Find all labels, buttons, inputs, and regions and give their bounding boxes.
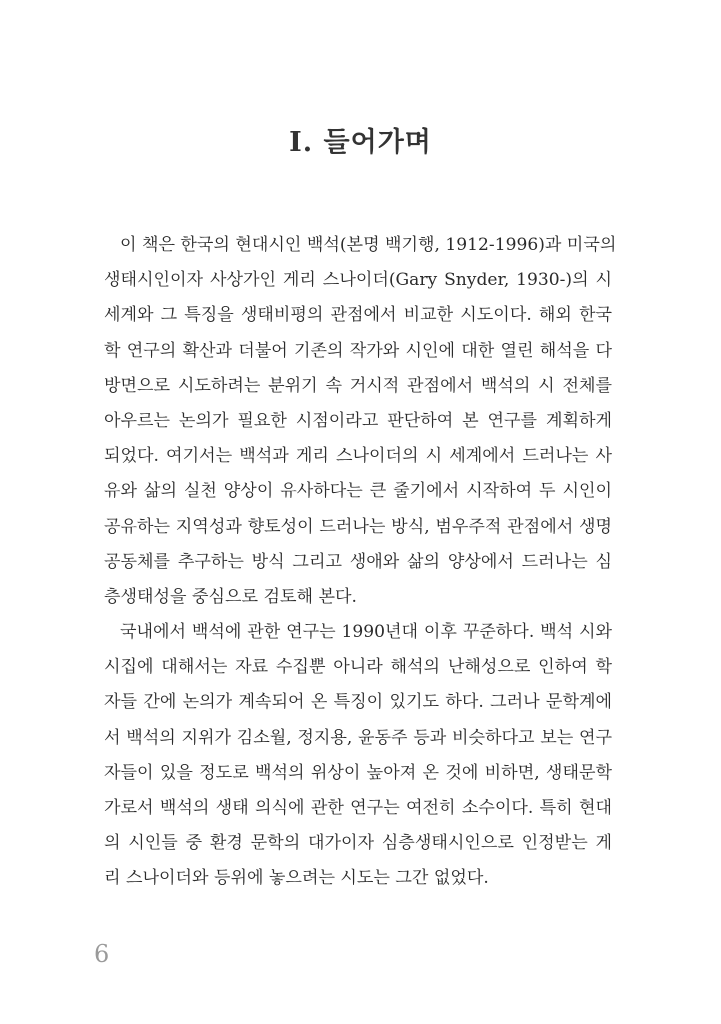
paragraph-2-line-2: 시집에 대해서는 자료 수집뿐 아니라 해석의 난해성으로 인하여 학	[104, 657, 612, 678]
paragraph-2-line-3: 자들 간에 논의가 계속되어 온 특징이 있기도 하다. 그러나 문학계에	[104, 692, 612, 713]
paragraph-1-line-11: 층생태성을 중심으로 검토해 본다.	[104, 586, 357, 607]
body-text	[104, 228, 617, 897]
paragraph-1-line-3: 세계와 그 특징을 생태비평의 관점에서 비교한 시도이다. 해외 한국	[104, 305, 612, 326]
paragraph-2-line-4: 서 백석의 지위가 김소월, 정지용, 윤동주 등과 비슷하다고 보는 연구	[104, 727, 612, 748]
paragraph-2-line-8: 리 스나이더와 등위에 놓으려는 시도는 그간 없었다.	[104, 868, 489, 889]
paragraph-1-line-10: 공동체를 추구하는 방식 그리고 생애와 삶의 양상에서 드러나는 심	[104, 551, 612, 572]
chapter-title: Ⅰ. 들어가며	[289, 127, 432, 159]
paragraph-1-line-4: 학 연구의 확산과 더불어 기존의 작가와 시인에 대한 열린 해석을 다	[104, 340, 612, 361]
paragraph-1-line-1: 이 책은 한국의 현대시인 백석(본명 백기행, 1912-1996)과 미국의	[120, 235, 617, 255]
paragraph-2-line-6: 가로서 백석의 생태 의식에 관한 연구는 여전히 소수이다. 특히 현대	[104, 798, 612, 818]
paragraph-1-line-7: 되었다. 여기서는 백석과 게리 스나이더의 시 세계에서 드러나는 사	[104, 446, 612, 467]
page-number: 6	[94, 940, 110, 968]
paragraph-1-line-5: 방면으로 시도하려는 분위기 속 거시적 관점에서 백석의 시 전체를	[104, 375, 612, 396]
paragraph-1-line-9: 공유하는 지역성과 향토성이 드러나는 방식, 범우주적 관점에서 생명	[104, 516, 612, 537]
paragraph-2-line-1: 국내에서 백석에 관한 연구는 1990년대 이후 꾸준하다. 백석 시와	[120, 622, 612, 643]
paragraph-2-line-5: 자들이 있을 정도로 백석의 위상이 높아져 온 것에 비하면, 생태문학	[104, 762, 612, 783]
paragraph-1-line-8: 유와 삶의 실천 양상이 유사하다는 큰 줄기에서 시작하여 두 시인이	[104, 481, 612, 502]
paragraph-1-line-2: 생태시인이자 사상가인 게리 스나이더(Gary Snyder, 1930-)의 시	[104, 270, 612, 291]
paragraph-1-line-6: 아우르는 논의가 필요한 시점이라고 판단하여 본 연구를 계획하게	[104, 410, 612, 431]
paragraph-2-line-7: 의 시인들 중 환경 문학의 대가이자 심층생태시인으로 인정받는 게	[104, 833, 612, 854]
